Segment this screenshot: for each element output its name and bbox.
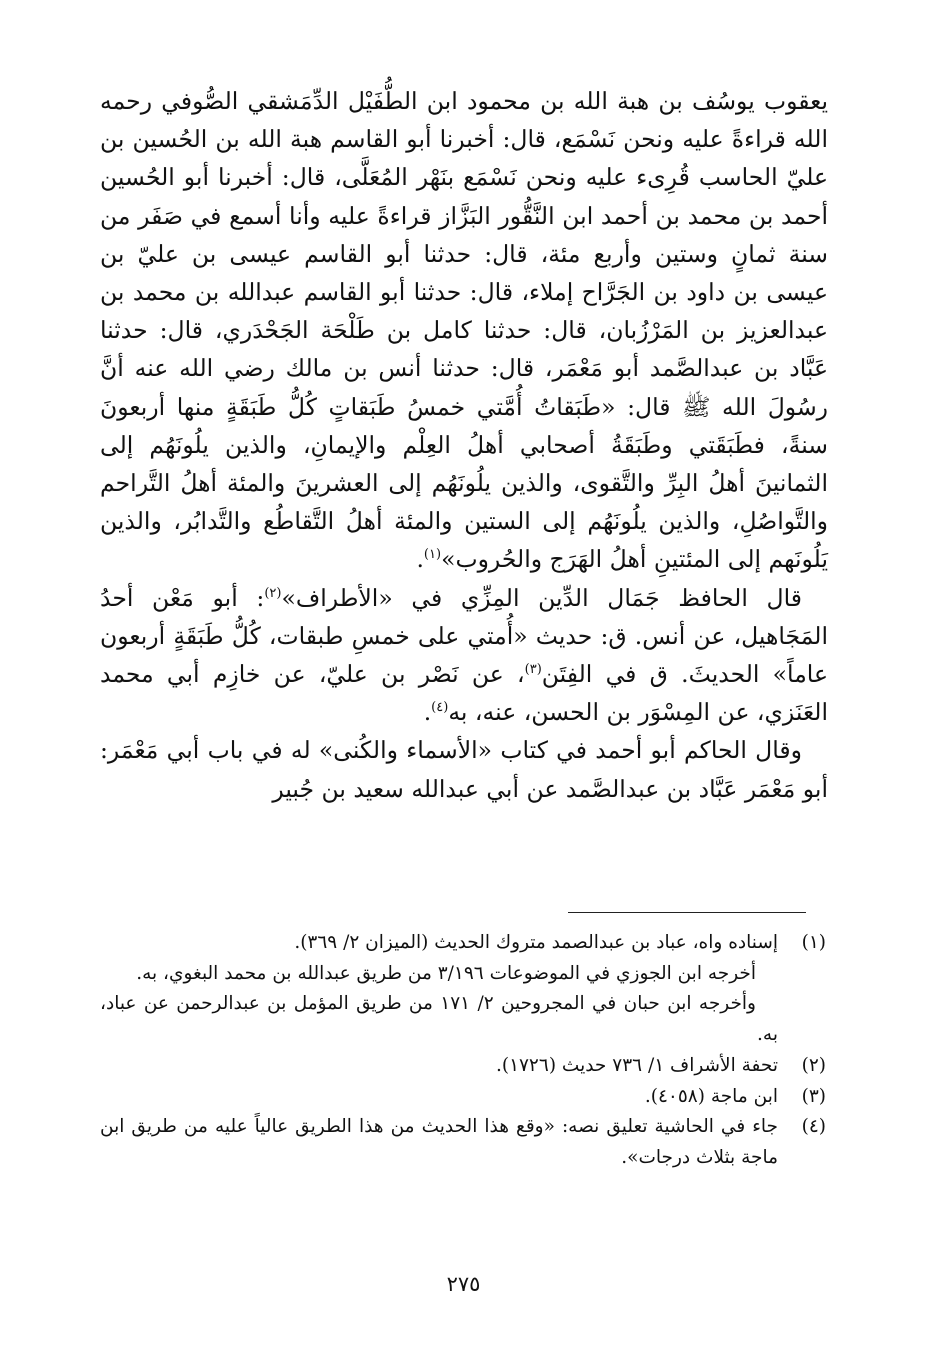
paragraph-hakim [100,731,828,807]
paragraph-end-mark: . [423,698,432,727]
paragraph-end-mark: . [416,545,424,574]
paragraph-mizzi-text-c: ، عن نَصْر بن عليّ، عن خازِم أبي محمد العَنَزي، عن المِسْوَر بن الحسن، عنه، به [100,660,828,727]
footnote-number: (٣) [801,1085,826,1107]
main-text [100,82,828,808]
footnote-line: أخرجه ابن الجوزي في الموضوعات ٣/١٩٦ من طريق عبدالله بن محمد البغوي، به. [136,962,756,984]
footnotes [100,928,828,1174]
page-number: ٢٧٥ [446,1272,481,1296]
footnote-line: إسناده واه، عباد بن عبدالصمد متروك الحديث (الميزان ٢/ ٣٦٩). [294,932,778,953]
footnote-text: تحفة الأشراف ١/ ٧٣٦ حديث (١٧٢٦). [495,1054,778,1076]
footnote-3 [100,1082,828,1113]
footnote-4 [100,1112,828,1173]
footnote-number: (٤) [801,1116,826,1138]
footnote-ref-1: (١) [423,547,442,563]
footnote-text: جاء في الحاشية تعليق نصه: «وقع هذا الحديث من هذا الطريق عالياً عليه من طريق ابن ماجة بثلاث درجات». [100,1116,778,1168]
paragraph-mizzi-text-a: قال الحافظ جَمَال الدِّين المِزِّي في «الأطراف» [281,583,802,612]
footnote-text [100,928,778,1051]
paragraph-isnad-text: يعقوب يوسُف بن هبة الله بن محمود ابن الطُّفَيْل الدِّمَشقي الصُّوفي رحمه الله قراءةً عليه ونحن نَسْمَع، قال: أخبرنا أبو القاسم هبة الله بن الحُسين بن عليّ الحاسب قُرِىء عليه ونحن نَسْمَع بنَهْر المُعَلَّى، قال: أخبرنا أبو الحُسين أحمد بن محمد بن أحمد ابن النَّقُّور البَزَّاز قراءةً عليه وأنا أسمع في صَفَر من سنة ثمانٍ وستين وأربع مئة، قال: حدثنا أبو القاسم عيسى بن عليّ بن عيسى بن داود بن الجَرَّاح إملاء، قال: حدثنا أبو القاسم عبدالله بن محمد بن عبدالعزيز بن المَرْزُبان، قال: حدثنا كامل بن طَلْحَة الجَحْدَري، قال: حدثنا عَبَّاد بن عبدالصَّمد أبو مَعْمَر، قال: حدثنا أنس بن مالك رضي الله عنه أنَّ رسُولَ الله ﷺ قال: «طَبَقاتُ أُمَّتي خمسُ طَبَقاتٍ كُلُّ طَبَقَةٍ منها أربعونَ سنةً، فطَبَقَتي وطَبَقَةُ أصحابي أهلُ العِلْم والإيمانِ، والذين يلُونَهُم إلى الثمانينَ أهلُ البِرِّ والتَّقوى، والذين يلُونَهُم إلى العشرينَ والمئة أهلُ التَّراحم والتَّواصُلِ، والذين يلُونَهُم إلى الستين والمئة أهلُ التَّقاطُع والتَّدابُر، والذين يَلُونَهم إلى المئتينِ أهلُ الهَرَج والحُروب» [100,87,828,574]
paragraph-mizzi [100,579,828,732]
paragraph-mizzi-text-b: : أبو مَعْن أحدُ المَجَاهيل، عن أنس. ق: حديث «أُمتي على خمسِ طبقات، كُلُّ طَبَقَةٍ أربعون عاماً» الحديثَ. ق في الفِتَن [100,583,828,689]
footnote-number: (٢) [801,1054,826,1076]
footnote-1 [100,928,828,1051]
footnote-2 [100,1051,828,1082]
footnote-line: وأخرجه ابن حبان في المجروحين ٢/ ١٧١ من طريق المؤمل بن عبدالرحمن عن عباد، به. [100,993,778,1046]
footnote-ref-2: (٢) [264,585,282,601]
footnote-ref-4: (٤) [431,700,449,716]
footnote-text: ابن ماجة (٤٠٥٨). [644,1085,778,1107]
footnote-divider [568,912,806,913]
paragraph-hakim-text: وقال الحاكم أبو أحمد في كتاب «الأسماء والكُنى» له في باب أبي مَعْمَر: أبو مَعْمَر عَبَّاد بن عبدالصَّمد عن أبي عبدالله سعيد بن جُبير [100,736,828,803]
footnote-number: (١) [801,932,826,953]
footnote-ref-3: (٣) [524,662,542,678]
paragraph-isnad [100,82,828,579]
